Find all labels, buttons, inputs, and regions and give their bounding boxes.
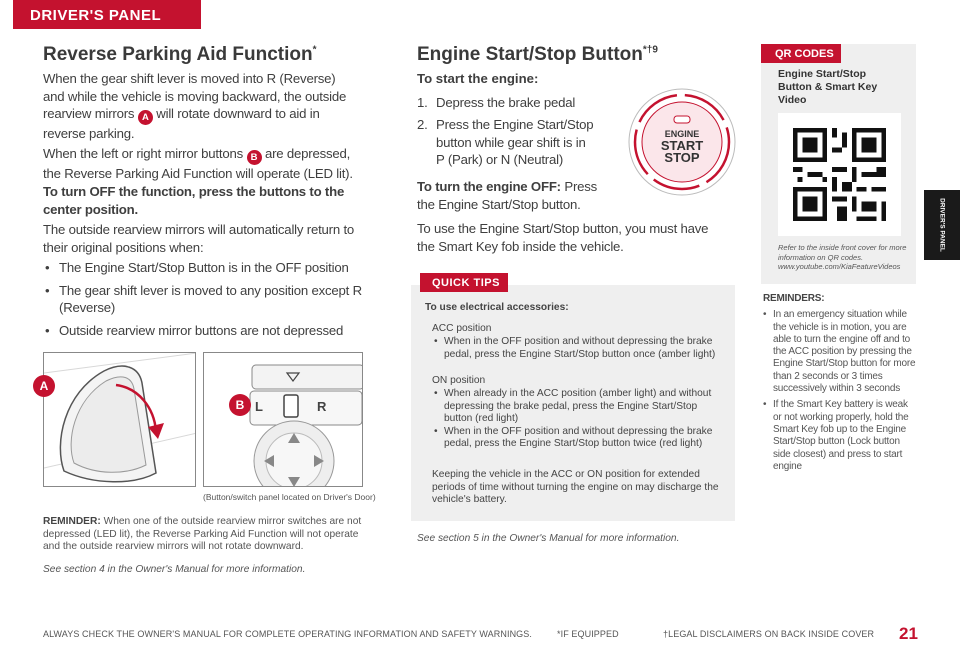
step-1-text: Depress the brake pedal xyxy=(436,95,576,110)
turn-off-engine: To turn the engine OFF: Press the Engine Start/Stop button. xyxy=(417,179,598,212)
list-item: • When in the OFF position and without depressing the brake pedal, press the Engine Start/Stop button twice (red light) xyxy=(432,426,728,451)
engine-start-button-illustration xyxy=(626,86,738,198)
callout-badge-a: A xyxy=(138,110,153,125)
footer-if-equipped: *IF EQUIPPED xyxy=(557,629,619,639)
list-item: • In an emergency situation while the vehicle is in motion, you are able to turn the engine off and to the ACC position by pressing the Engine Start/Stop button for more than 2 seconds or 3 times successively within 3 seconds xyxy=(763,309,918,395)
reverse-parking-para1: When the gear shift lever is moved into R (Reverse) and while the vehicle is moving backward, the outside rearview mirrors A will rotate downward to aid in reverse parking. xyxy=(43,71,347,141)
qr-reference-note: Refer to the inside front cover for more information on QR codes. www.youtube.com/KiaFeatureVideos xyxy=(778,243,907,271)
quick-tips-heading: To use electrical accessories: xyxy=(425,302,569,313)
on-position-heading: ON position xyxy=(432,375,486,386)
reminders-heading: REMINDERS: xyxy=(763,293,825,304)
battery-discharge-note: Keeping the vehicle in the ACC or ON position for extended periods of time without turning the engine on may discharge the vehicle's battery. xyxy=(432,469,719,506)
figure-caption: (Button/switch panel located on Driver's Door) xyxy=(203,492,376,502)
qr-code-icon xyxy=(778,113,901,236)
on-position-list xyxy=(432,388,728,456)
section-tab: DRIVER'S PANEL xyxy=(13,0,201,29)
start-button-label: ENGINE START STOP xyxy=(660,129,704,165)
step-2-number: 2. xyxy=(417,117,428,132)
reverse-parking-reminder: REMINDER: When one of the outside rearview mirror switches are not depressed (LED lit), the Reverse Parking Aid Function will not operate and the outside rearview mirrors will not rotate downward. xyxy=(43,516,362,552)
qr-video-title: Engine Start/Stop Button & Smart Key Video xyxy=(778,68,878,106)
acc-position-heading: ACC position xyxy=(432,323,492,334)
auto-return-text: The outside rearview mirrors will automatically return to their original positions when: xyxy=(43,222,355,255)
mirror-switch-panel xyxy=(204,353,363,487)
turn-off-instruction: To turn OFF the function, press the buttons to the center position. xyxy=(43,184,345,217)
list-item: • When in the OFF position and without depressing the brake pedal, press the Engine Start/Stop button once (amber light) xyxy=(432,336,728,361)
auto-return-list xyxy=(43,259,363,344)
step-2-text: Press the Engine Start/Stop button while gear shift is in P (Park) or N (Neutral) xyxy=(436,117,594,167)
step-1-number: 1. xyxy=(417,95,428,110)
footer-warning: ALWAYS CHECK THE OWNER'S MANUAL FOR COMPLETE OPERATING INFORMATION AND SAFETY WARNINGS. xyxy=(43,629,532,639)
qr-code-image[interactable] xyxy=(778,113,901,236)
qr-codes-label: QR CODES xyxy=(761,44,841,63)
mirror-select-left-label: L xyxy=(255,399,263,414)
list-item: • Outside rearview mirror buttons are not depressed xyxy=(43,322,363,340)
list-item: • The gear shift lever is moved to any position except R (Reverse) xyxy=(43,282,363,317)
list-item: • If the Smart Key battery is weak or not working properly, hold the Smart Key fob up to the Engine Start/Stop button (Lock button side closest) and press to start engine xyxy=(763,399,918,473)
acc-position-list xyxy=(432,336,728,366)
side-section-tab xyxy=(924,190,960,260)
mirror-figure xyxy=(43,352,196,487)
quick-tips-label: QUICK TIPS xyxy=(420,273,508,292)
see-section-4-note: See section 4 in the Owner's Manual for more information. xyxy=(43,564,306,575)
reminders-section xyxy=(763,293,918,477)
see-section-5-note: See section 5 in the Owner's Manual for more information. xyxy=(417,533,680,544)
engine-start-title: Engine Start/Stop Button$^{*\dagger 9}$ xyxy=(417,44,658,65)
side-tab-label: DRIVER'S PANEL xyxy=(938,198,946,252)
figure-badge-a: A xyxy=(33,375,55,397)
door-switch-figure xyxy=(203,352,363,487)
reverse-parking-para2: When the left or right mirror buttons B are depressed, the Reverse Parking Aid Function will operate (LED lit). xyxy=(43,146,353,181)
mirror-select-right-label: R xyxy=(317,399,327,414)
reminders-list xyxy=(763,309,918,473)
footer-legal: †LEGAL DISCLAIMERS ON BACK INSIDE COVER xyxy=(663,629,875,639)
callout-badge-b: B xyxy=(247,150,262,165)
start-engine-heading: To start the engine: xyxy=(417,71,539,86)
page-number: 21 xyxy=(899,624,918,643)
smart-key-requirement: To use the Engine Start/Stop button, you must have the Smart Key fob inside the vehicle. xyxy=(417,221,709,254)
list-item: • The Engine Start/Stop Button is in the OFF position xyxy=(43,259,363,277)
mirror-illustration xyxy=(44,353,196,487)
list-item: • When already in the ACC position (amber light) and without depressing the brake pedal, press the Engine Start/Stop button (red light) xyxy=(432,388,728,426)
figure-badge-b: B xyxy=(229,394,251,416)
reverse-parking-title: Reverse Parking Aid Function* xyxy=(43,44,317,65)
